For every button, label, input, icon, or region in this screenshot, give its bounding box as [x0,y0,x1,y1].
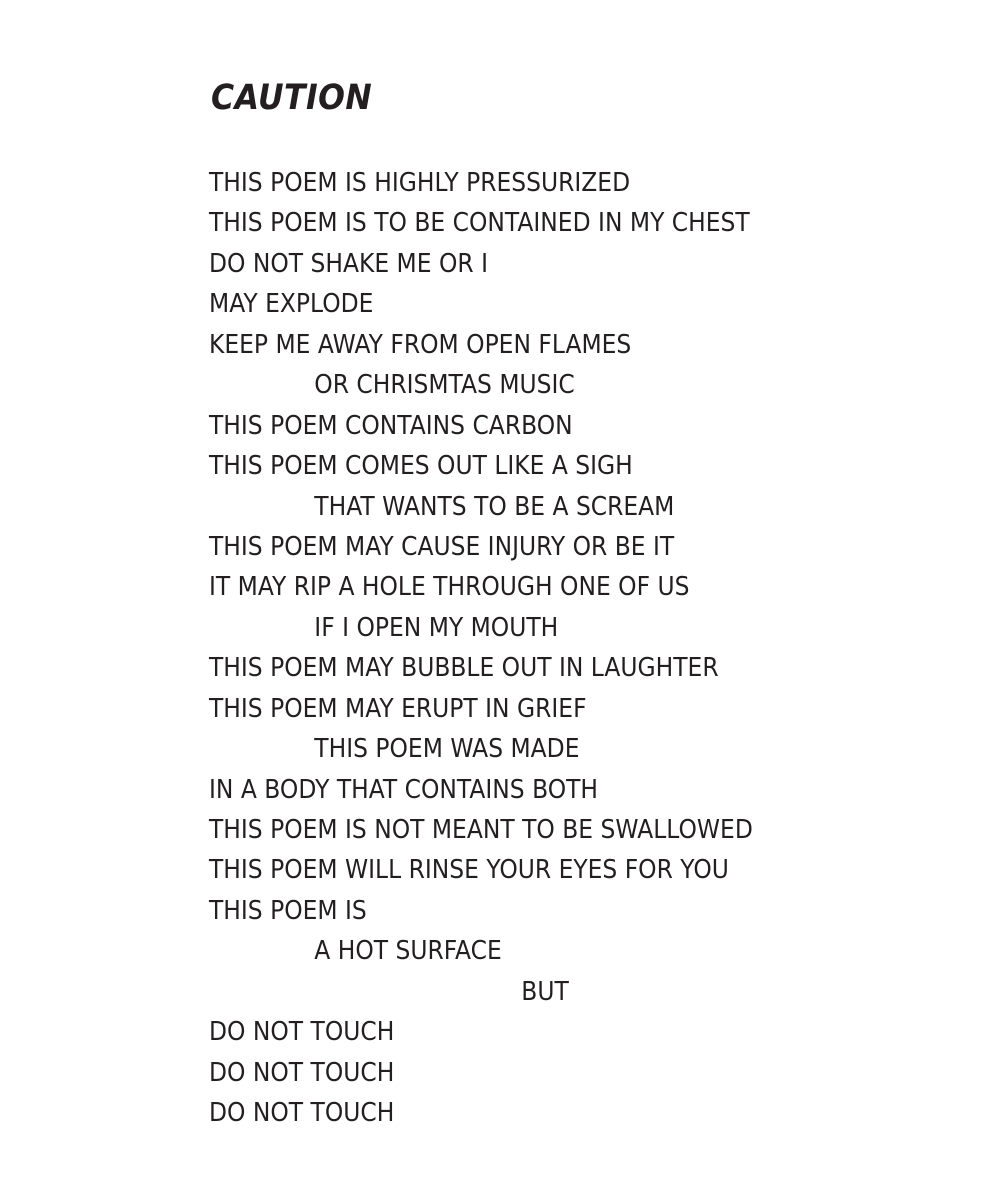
poem-line: THIS POEM IS HIGHLY PRESSURIZED [209,168,631,198]
poem-line: THIS POEM MAY BUBBLE OUT IN LAUGHTER [209,653,719,684]
poem-line: DO NOT TOUCH [209,1098,395,1129]
poem-line: THIS POEM MAY CAUSE INJURY OR BE IT [209,531,675,562]
poem-line: THIS POEM WILL RINSE YOUR EYES FOR YOU [209,855,729,886]
poem-line: DO NOT TOUCH [209,1057,395,1088]
poem-line: OR CHRISMTAS MUSIC [314,370,575,401]
poem-line: IT MAY RIP A HOLE THROUGH ONE OF US [209,572,690,603]
poem-line: IN A BODY THAT CONTAINS BOTH [209,774,599,805]
poem-line: THIS POEM WAS MADE [314,734,580,765]
poem-line: MAY EXPLODE [209,289,374,320]
poem-line: THIS POEM CONTAINS CARBON [209,410,573,441]
poem-line: IF I OPEN MY MOUTH [314,612,559,643]
poem-line: BUT [521,976,569,1007]
poem-line: DO NOT TOUCH [209,1017,395,1048]
poem-line: DO NOT SHAKE ME OR I [209,248,488,279]
poem-line: THIS POEM IS NOT MEANT TO BE SWALLOWED [209,815,753,845]
poem-title: CAUTION [211,78,373,118]
poem-line: A HOT SURFACE [314,936,502,967]
poem-line: THIS POEM IS [209,895,367,926]
poem-line: THIS POEM MAY ERUPT IN GRIEF [209,693,587,724]
poem-line: THIS POEM IS TO BE CONTAINED IN MY CHEST [209,208,750,239]
poem-body [209,163,813,1134]
poem-line: THIS POEM COMES OUT LIKE A SIGH [209,451,633,482]
poem-line: KEEP ME AWAY FROM OPEN FLAMES [209,329,632,360]
poem-line: THAT WANTS TO BE A SCREAM [314,491,675,522]
